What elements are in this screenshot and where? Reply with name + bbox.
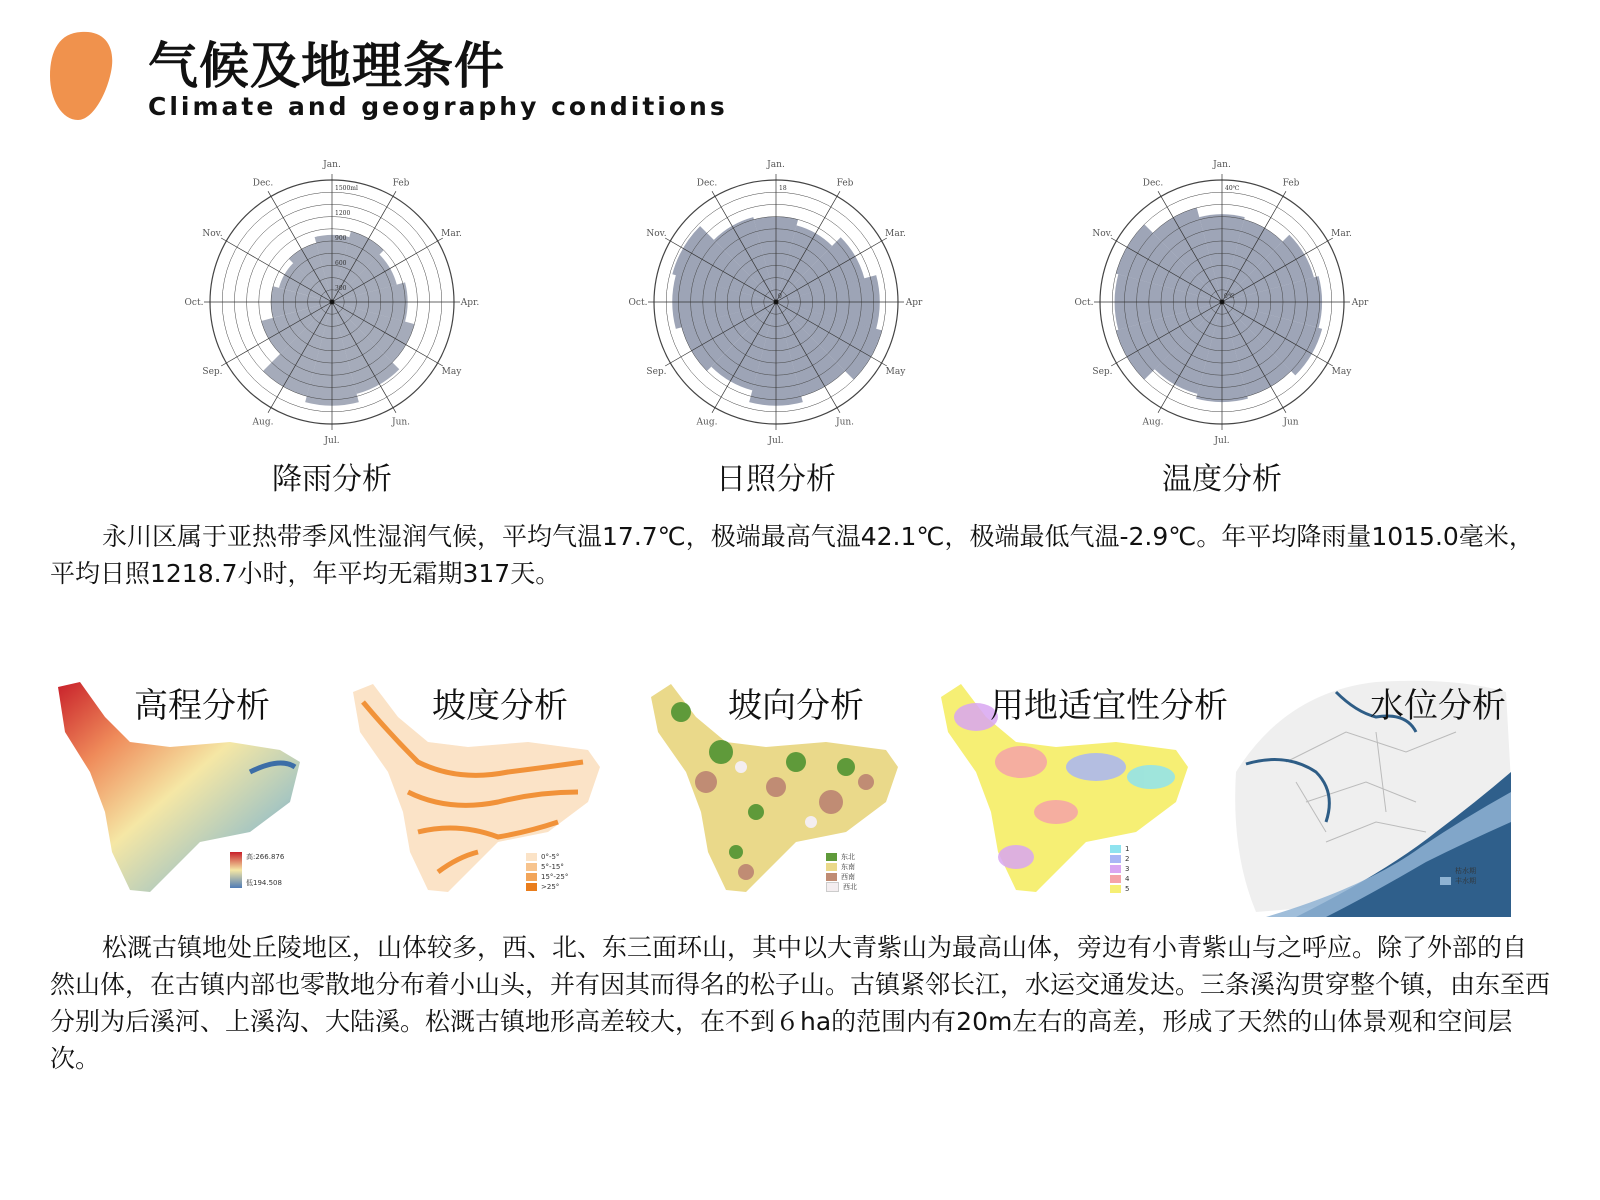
month-label: Jan. [767,160,785,170]
month-label: Sep. [1092,367,1113,377]
month-label: Jul. [768,436,784,446]
month-label: Nov. [646,229,667,239]
scale-label: 18 [779,185,787,192]
month-label: Sep. [646,367,667,377]
water-level-map-label: 水位分析 [1370,686,1506,726]
month-label: Sep. [202,367,223,377]
month-label: Aug. [1142,417,1164,428]
month-label: Oct. [628,298,648,308]
legend-item: 15°-25° [541,873,569,881]
sunshine-radial [616,160,936,460]
temperature-chart [1062,160,1382,497]
center-label: 0 [778,293,782,300]
legend-item: 2 [1125,855,1130,863]
slope-legend [526,852,568,892]
land-suitability-map [936,672,1226,917]
month-label: Oct. [184,298,204,308]
month-label: May [441,367,462,377]
month-label: May [885,367,906,377]
scale-label: 1500ml [335,185,358,192]
month-label: Feb [1282,178,1300,189]
chart-fill [1115,208,1323,402]
month-label: Feb [836,178,854,189]
climate-paragraph: 永川区属于亚热带季风性湿润气候，平均气温17.7℃，极端最高气温42.1℃，极端最低气温-2.9℃。年平均降雨量1015.0毫米，平均日照1218.7小时，年平均无霜期317天。 [50,522,1534,588]
rainfall-radial [172,160,492,460]
orange-blob-icon [48,30,114,122]
aspect-legend [826,852,857,892]
rainfall-chart-label: 降雨分析 [272,462,392,497]
legend-item: 5 [1125,885,1130,893]
month-label: Aug. [252,417,274,428]
aspect-map-label: 坡向分析 [728,686,864,726]
legend-item: 5°-15° [541,863,564,871]
page-subtitle: Climate and geography conditions [148,92,728,121]
water-level-legend [1440,866,1476,886]
month-label: Jun [1283,417,1299,428]
land-suitability-legend [1110,844,1129,894]
month-label: Nov. [202,229,223,239]
legend-item: 丰水期 [1455,877,1476,885]
geography-paragraph: 松溉古镇地处丘陵地区，山体较多，西、北、东三面环山，其中以大青紫山为最高山体，旁边有小青紫山与之呼应。除了外部的自然山体，在古镇内部也零散地分布着小山头，并有因其而得名的松子山。古镇紧邻长江，水运交通发达。三条溪沟贯穿整个镇，由东至西分别为后溪河、上溪沟、大陆溪。松溉古镇地形高差较大，在不到６ha的范围内有20m左右的高差，形成了天然的山体景观和空间层次。 [50,933,1551,1073]
temperature-chart-label: 温度分析 [1162,462,1282,497]
month-label: Jan. [1213,160,1231,170]
month-label: Jul. [1214,436,1230,446]
legend-item: 3 [1125,865,1130,873]
legend-item: 0°-5° [541,853,560,861]
month-label: Nov. [1092,229,1113,239]
month-label: Oct. [1074,298,1094,308]
month-label: Jun. [391,417,411,428]
aspect-map [646,672,936,917]
slope-map-label: 坡度分析 [432,686,568,726]
legend-item: 枯水期 [1455,867,1476,875]
month-label: Mar. [885,229,906,239]
month-label: Dec. [1142,178,1164,189]
month-label: Jul. [324,436,340,446]
legend-item: 东南 [841,863,855,871]
legend-item: 西北 [843,883,857,891]
month-label: Jan. [323,160,341,170]
month-label: Jun. [835,417,855,428]
water-level-map [1226,672,1516,917]
land-suitability-map-label: 用地适宜性分析 [990,686,1228,726]
elevation-gradient-bar [230,852,242,888]
slope-map [348,672,638,917]
scale-label: 40℃ [1225,185,1240,192]
month-label: Apr [1351,298,1369,308]
rainfall-chart [172,160,492,497]
month-label: Apr. [460,298,480,308]
legend-item: 高:266.876 [246,853,285,861]
legend-item: >25° [541,883,560,891]
chart-fill [672,217,882,406]
scale-label: 1200 [335,210,351,217]
legend-item: 东北 [841,853,855,861]
chart-center-dot [330,300,335,305]
center-label: 0℃ [1224,293,1235,300]
sunshine-chart-label: 日照分析 [716,462,836,497]
month-label: May [1331,367,1352,377]
elevation-map-label: 高程分析 [134,686,270,726]
scale-label: 900 [335,235,347,242]
scale-label: 300 [335,285,347,292]
month-label: Apr [905,298,923,308]
month-label: Dec. [252,178,274,189]
month-label: Feb [392,178,410,189]
legend-item: 4 [1125,875,1130,883]
legend-item: 1 [1125,845,1130,853]
month-label: Dec. [696,178,718,189]
scale-label: 600 [335,260,347,267]
sunshine-chart [616,160,936,497]
month-label: Mar. [441,229,462,239]
legend-item: 低194.508 [246,879,282,887]
legend-item: 西南 [841,873,855,881]
elevation-map [50,672,340,917]
page-title: 气候及地理条件 [148,37,505,95]
chart-center-dot [774,300,779,305]
month-label: Mar. [1331,229,1352,239]
elevation-legend [230,852,284,888]
month-label: Aug. [696,417,718,428]
chart-center-dot [1220,300,1225,305]
temperature-radial [1062,160,1382,460]
